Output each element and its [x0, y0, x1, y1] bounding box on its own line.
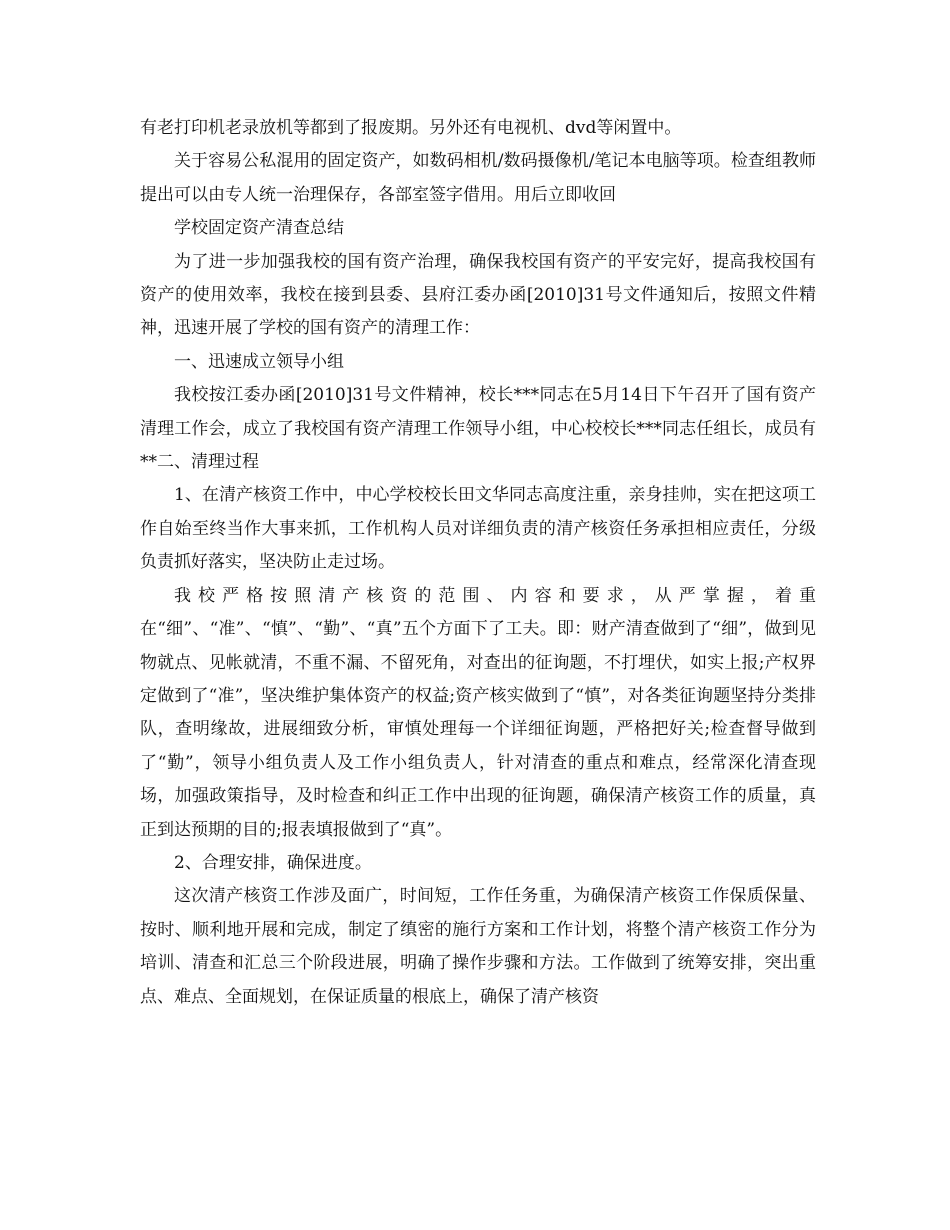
- paragraph-item-1: 1、在清产核资工作中，中心学校校长田文华同志高度注重，亲身挂帅，实在把这项工作自始至终当作大事来抓，工作机构人员对详细负责的清产核资任务承担相应责任，分级负责抓好落实，坚决防止走过场。: [140, 485, 816, 573]
- paragraph-schedule: 这次清产核资工作涉及面广，时间短，工作任务重，为确保清产核资工作保质保量、按时、顺利地开展和完成，制定了缜密的施行方案和工作计划，将整个清产核资工作分为培训、清查和汇总三个阶段进展，明确了操作步骤和方法。工作做到了统筹安排，突出重点、难点、全面规划，在保证质量的根底上，确保了清产核资: [140, 886, 816, 1007]
- heading-leadership-group: 一、迅速成立领导小组: [174, 351, 344, 372]
- paragraph-continuation: 有老打印机老录放机等都到了报废期。另外还有电视机、dvd等闲置中。: [140, 118, 682, 138]
- document-page: [140, 112, 816, 1014]
- paragraph-five-aspects: 我校严格按照清产核资的范围、内容和要求，从严掌握，着重在“细”、“准”、“慎”、“勤”、“真”五个方面下了工夫。即：财产清查做到了“细”，做到见物就点、见帐就清，不重不漏、不留死角，对查出的征询题，不打埋伏，如实上报;产权界定做到了“准”，坚决维护集体资产的权益;资产核实做到了“慎”，对各类征询题坚持分类排队，查明缘故，进展细致分析，审慎处理每一个详细征询题，严格把好关;检查督导做到了“勤”，领导小组负责人及工作小组负责人，针对清查的重点和难点，经常深化清查现场，加强政策指导，及时检查和纠正工作中出现的征询题，确保清产核资工作的质量，真正到达预期的目的;报表填报做到了“真”。: [140, 585, 816, 840]
- paragraph-portable-assets: 关于容易公私混用的固定资产，如数码相机/数码摄像机/笔记本电脑等项。检查组教师提出可以由专人统一治理保存，各部室签字借用。用后立即收回: [140, 151, 816, 205]
- paragraph-meeting: 我校按江委办函[2010]31号文件精神，校长***同志在5月14日下午召开了国有资产清理工作会，成立了我校国有资产清理工作领导小组，中心校校长***同志任组长，成员有**二、清理过程: [140, 385, 816, 473]
- section-title: 学校固定资产清查总结: [174, 218, 344, 239]
- paragraph-item-2: 2、合理安排，确保进度。: [174, 852, 372, 873]
- paragraph-intro: 为了进一步加强我校的国有资产治理，确保我校国有资产的平安完好，提高我校国有资产的使用效率，我校在接到县委、县府江委办函[2010]31号文件通知后，按照文件精神，迅速开展了学校的国有资产的清理工作：: [140, 251, 816, 339]
